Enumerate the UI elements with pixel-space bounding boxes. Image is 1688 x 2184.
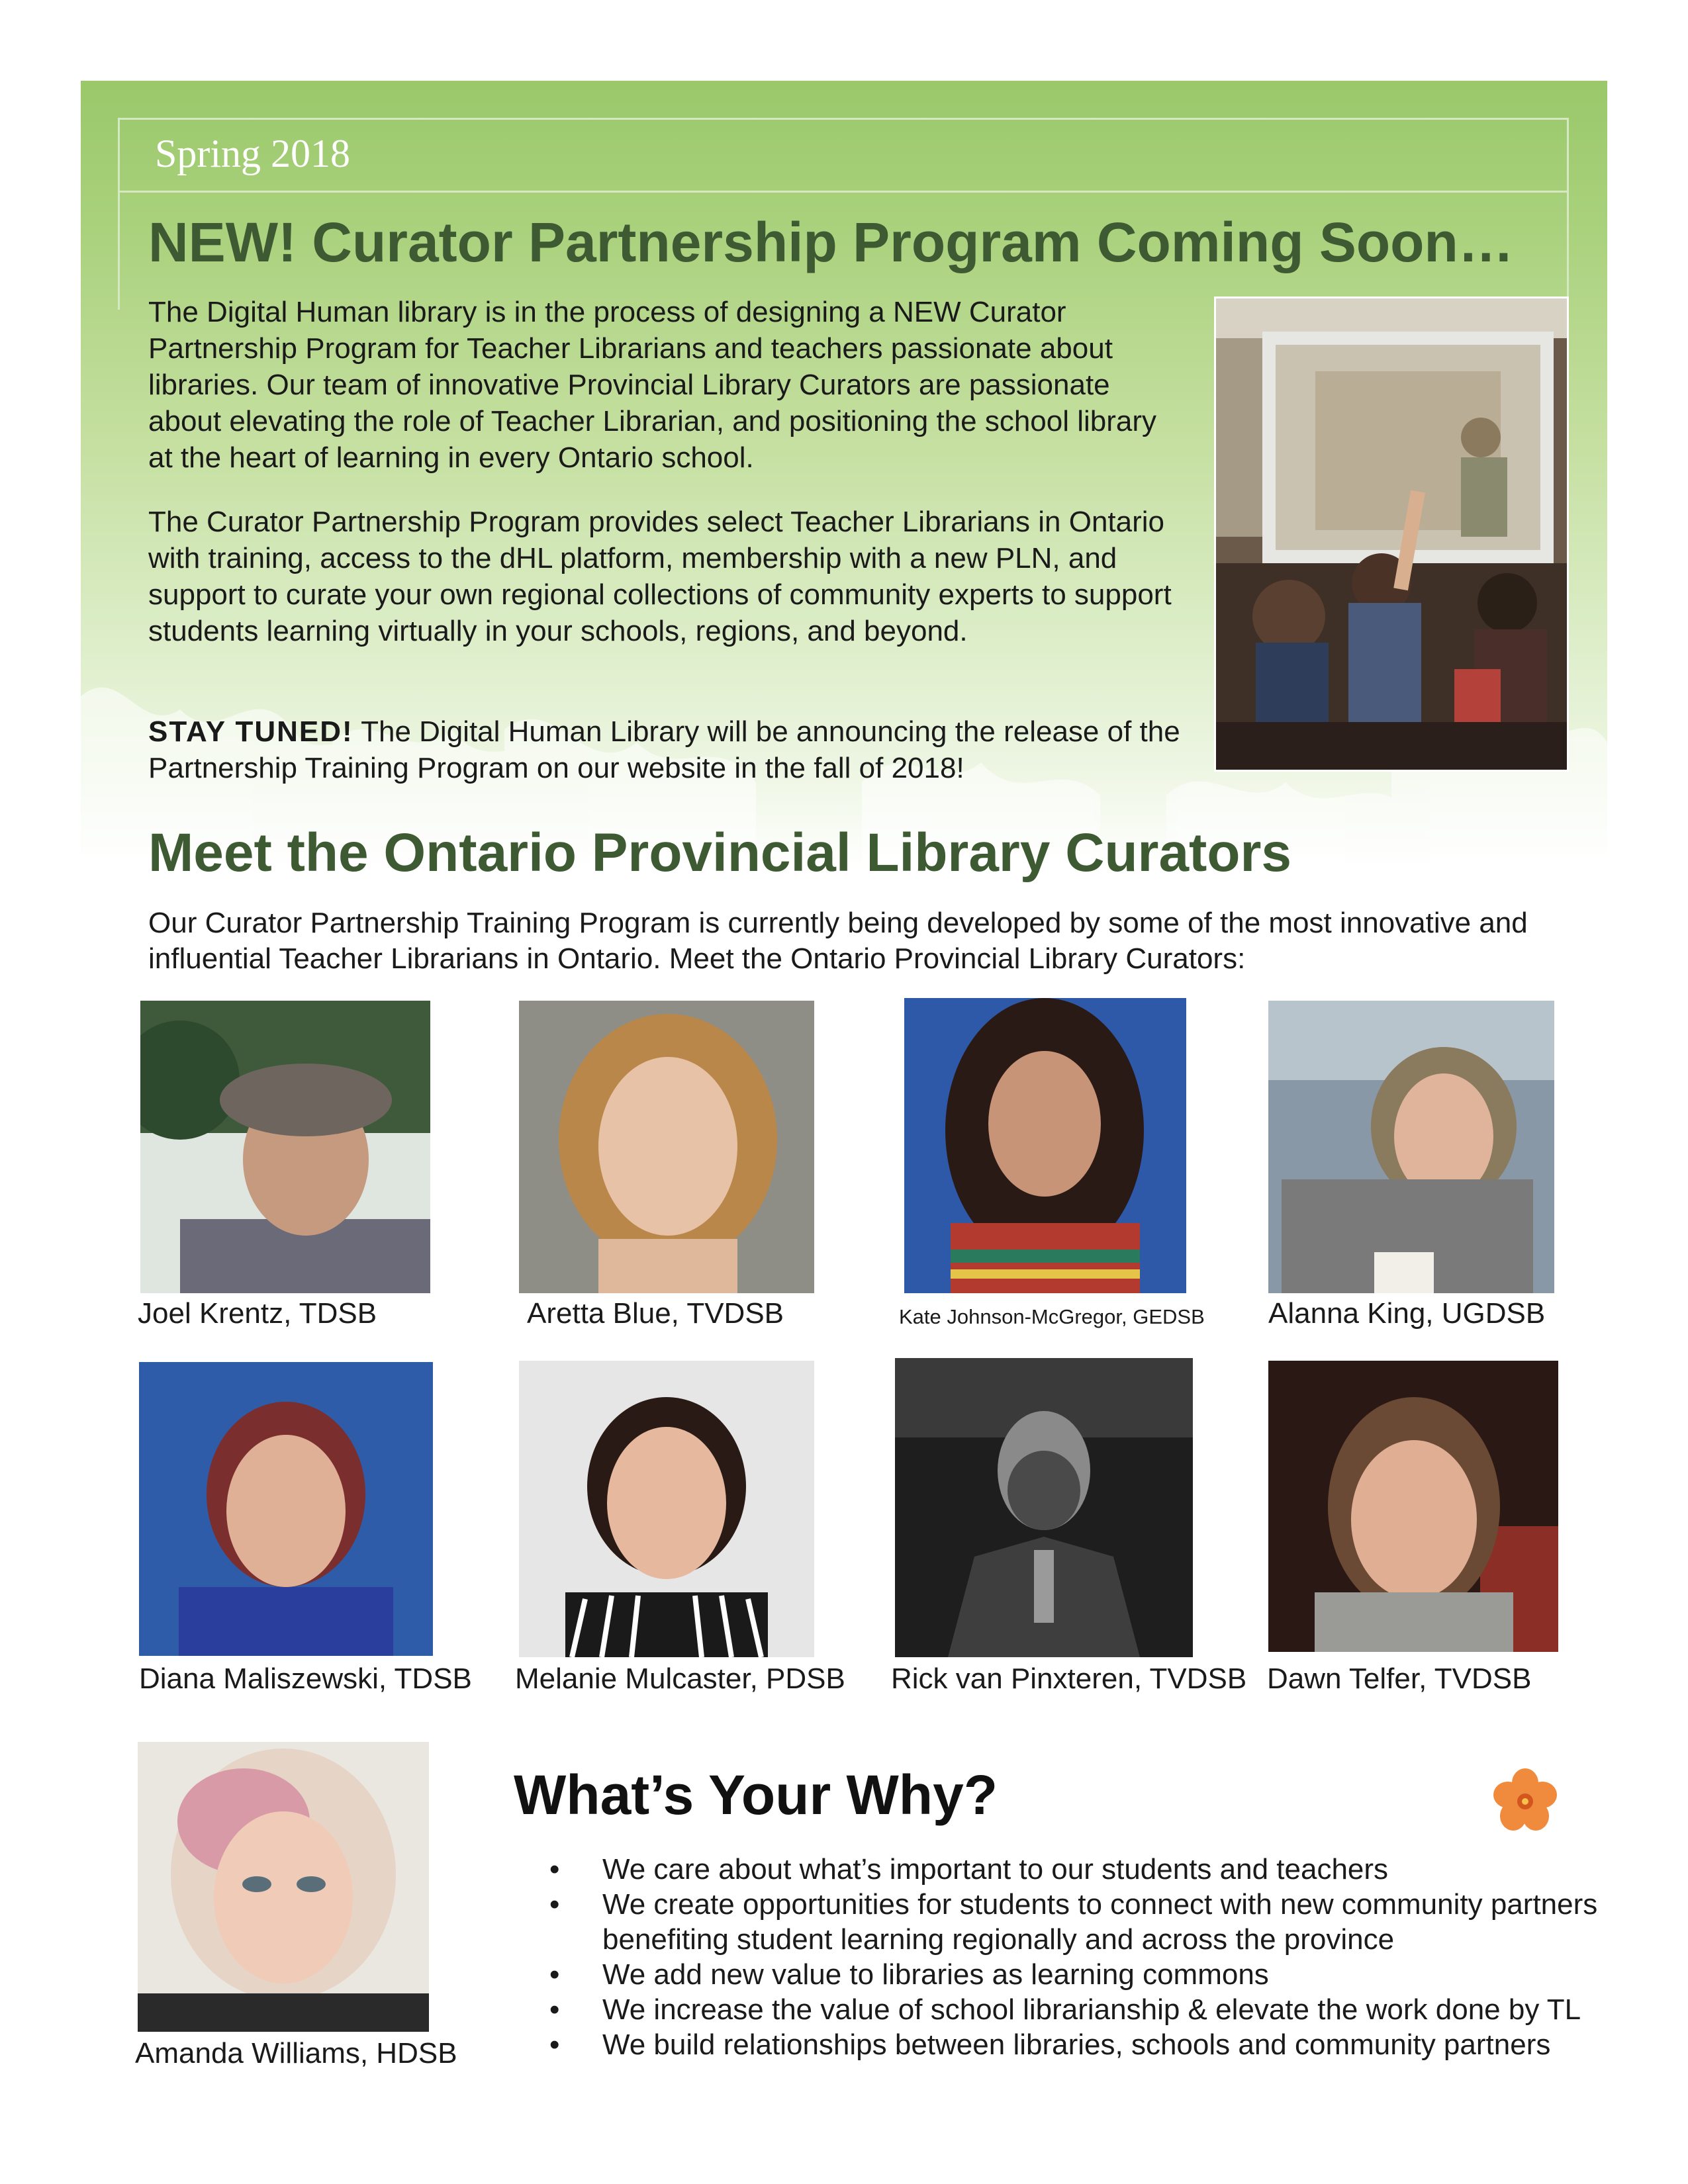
portrait-rick-van-pinxteren	[895, 1358, 1193, 1657]
why-item-text: We create opportunities for students to connect with new community partners benefiting student learning regionally and across the province	[602, 1888, 1598, 1956]
stay-tuned-label: STAY TUNED!	[148, 715, 353, 748]
caption-melanie-mulcaster: Melanie Mulcaster, PDSB	[515, 1662, 845, 1695]
caption-rick-van-pinxteren: Rick van Pinxteren, TVDSB	[891, 1662, 1247, 1695]
list-item	[549, 1887, 1635, 1957]
why-item-text: We increase the value of school librarianship & elevate the work done by TL	[602, 1993, 1581, 2026]
stay-tuned-text: The Digital Human Library will be announcing the release of the Partnership Training Program on our website in the fall of 2018!	[148, 715, 1180, 784]
caption-kate-johnson-mcgregor: Kate Johnson-McGregor, GEDSB	[899, 1305, 1205, 1328]
intro-paragraph-2: The Curator Partnership Program provides select Teacher Librarians in Ontario with training, access to the dHL platform, membership with a new PLN, and support to curate your own regional collections of community experts to support students learning virtually in your schools, regions, and beyond.	[148, 506, 1172, 647]
why-heading: What’s Your Why?	[514, 1764, 998, 1826]
curators-heading: Meet the Ontario Provincial Library Curators	[148, 823, 1291, 883]
why-item-text: We care about what’s important to our students and teachers	[602, 1853, 1389, 1886]
header-divider	[118, 191, 1569, 193]
frame-right-edge	[1567, 191, 1569, 310]
caption-alanna-king: Alanna King, UGDSB	[1268, 1297, 1546, 1330]
hibiscus-flower-icon	[1493, 1768, 1557, 1832]
bullet-marker: •	[549, 1958, 560, 1991]
issue-date: Spring 2018	[155, 132, 351, 175]
list-item	[549, 1992, 1635, 2027]
portrait-joel-krentz	[140, 1001, 430, 1293]
caption-aretta-blue: Aretta Blue, TVDSB	[527, 1297, 784, 1330]
list-item	[549, 2027, 1635, 2062]
bullet-marker: •	[549, 1888, 560, 1921]
intro-paragraph-1: The Digital Human library is in the process of designing a NEW Curator Partnership Program for Teacher Librarians and teachers passionate about libraries. Our team of innovative Provincial Library Curators are passionate about elevating the role of Teacher Librarian, and positioning the school library at the heart of learning in every Ontario school.	[148, 296, 1157, 474]
caption-amanda-williams: Amanda Williams, HDSB	[135, 2037, 457, 2070]
why-item-text: We add new value to libraries as learning commons	[602, 1958, 1269, 1991]
caption-diana-maliszewski: Diana Maliszewski, TDSB	[139, 1662, 472, 1695]
frame-left-edge	[118, 191, 120, 310]
portrait-aretta-blue	[519, 1001, 814, 1293]
bullet-marker: •	[549, 2028, 560, 2061]
curators-intro: Our Curator Partnership Training Program is currently being developed by some of the most innovative and influential Teacher Librarians in Ontario. Meet the Ontario Provincial Library Curators:	[148, 907, 1528, 975]
why-item-text: We build relationships between libraries, schools and community partners	[602, 2028, 1551, 2061]
page-title: NEW! Curator Partnership Program Coming Soon…	[148, 211, 1514, 273]
list-item	[549, 1957, 1635, 1992]
caption-joel-krentz: Joel Krentz, TDSB	[138, 1297, 377, 1330]
intro-paragraph-3	[148, 713, 1181, 786]
portrait-melanie-mulcaster	[519, 1361, 814, 1657]
bullet-marker: •	[549, 1853, 560, 1886]
list-item	[549, 1852, 1635, 1887]
portrait-dawn-telfer	[1268, 1361, 1558, 1652]
portrait-amanda-williams	[138, 1742, 429, 2032]
portrait-alanna-king	[1268, 1001, 1554, 1293]
caption-dawn-telfer: Dawn Telfer, TVDSB	[1267, 1662, 1532, 1695]
portrait-diana-maliszewski	[139, 1362, 433, 1656]
why-list	[549, 1852, 1635, 2062]
classroom-photo	[1214, 296, 1569, 772]
bullet-marker: •	[549, 1993, 560, 2026]
portrait-kate-johnson-mcgregor	[904, 998, 1186, 1293]
